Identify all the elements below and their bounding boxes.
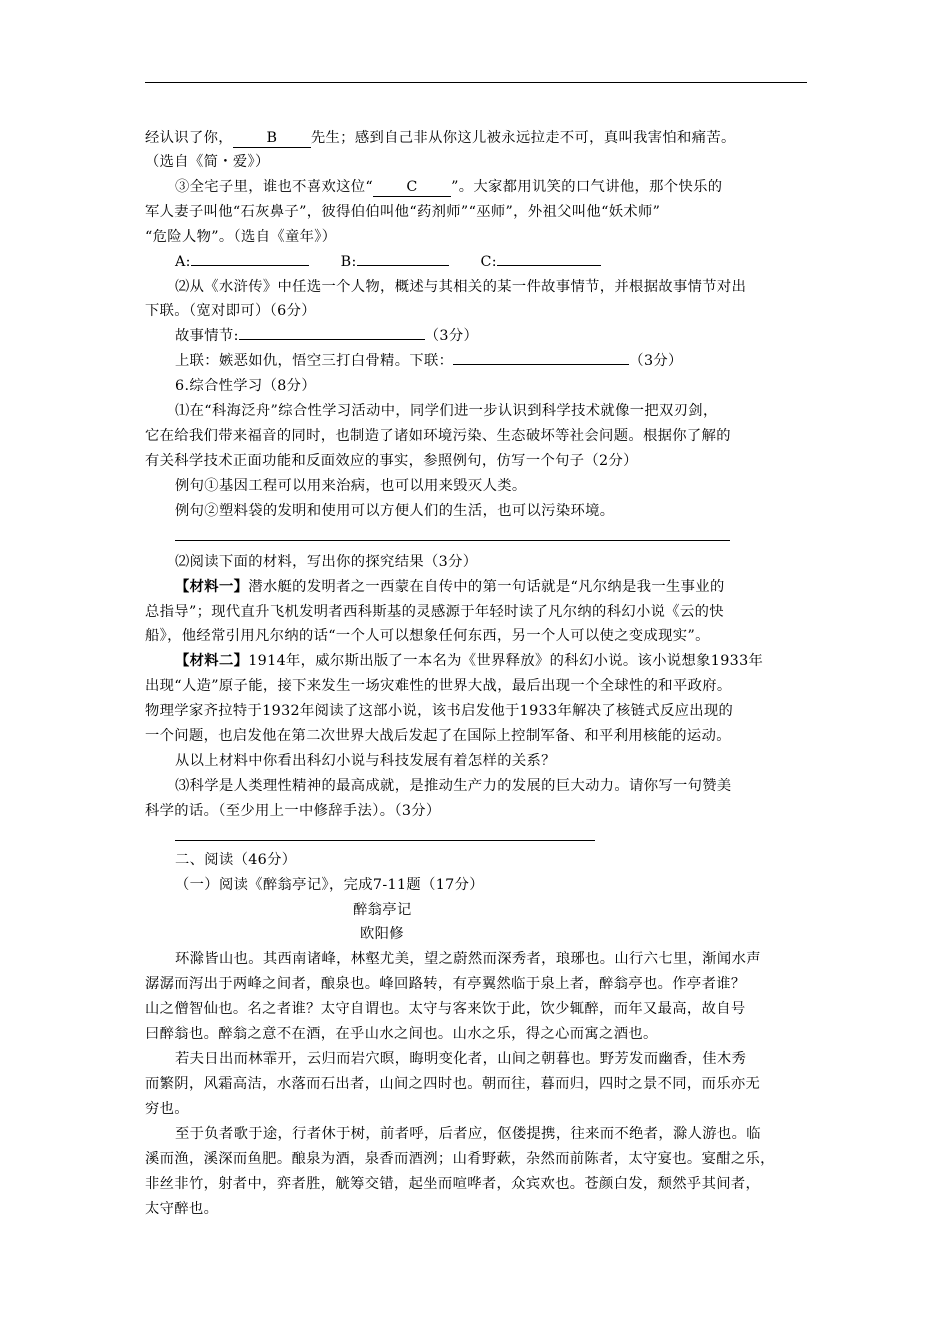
material-2-line-2: 出现“人造”原子能，接下来发生一场灾难性的世界大战，最后出现一个全球性的和平政府。 bbox=[145, 678, 732, 694]
q6-p2-title: ⑵阅读下面的材料，写出你的探究结果（3分） bbox=[175, 554, 478, 570]
answer-blank-c[interactable]: C bbox=[373, 178, 451, 197]
q5-2-line-1: ⑵从《水浒传》中任选一个人物，概述与其相关的某一件故事情节，并根据故事情节对出 bbox=[175, 279, 747, 295]
q5-line-2: （选自《简・爱》） bbox=[145, 154, 270, 170]
text: 1914年，威尔斯出版了一本名为《世界释放》的科幻小说。该小说想象1933年 bbox=[248, 653, 764, 669]
plot-field[interactable] bbox=[239, 339, 425, 340]
plot-label: 故事情节: bbox=[175, 328, 239, 344]
couplet-field[interactable] bbox=[453, 364, 629, 365]
q6-p3-line-1: ⑶科学是人类理性精神的最高成就，是推动生产力的发展的巨大动力。请你写一句赞美 bbox=[175, 778, 732, 794]
answer-a-label: A: bbox=[175, 254, 191, 270]
q5-line-1 bbox=[145, 126, 736, 150]
q6-p1-line-1: ⑴在“科海泛舟”综合性学习活动中，同学们进一步认识到科学技术就像一把双刃剑， bbox=[175, 403, 718, 419]
essay-line-10: 非丝非竹，射者中，弈者胜，觥筹交错，起坐而喧哗者，众宾欢也。苍颜白发，颓然乎其间者， bbox=[145, 1176, 761, 1192]
material-1-line-3: 船》，他经常引用凡尔纳的话“一个人可以想象任何东西，另一个人可以使之变成现实”。 bbox=[145, 628, 710, 644]
q6-p3-line-2: 科学的话。（至少用上一中修辞手法）。（3分） bbox=[145, 803, 441, 819]
essay-line-6: 而繁阴，风霜高洁，水落而石出者，山间之四时也。朝而往，暮而归，四时之景不同，而乐亦无 bbox=[145, 1076, 761, 1092]
answer-row bbox=[175, 250, 601, 274]
essay-line-4: 曰醉翁也。醉翁之意不在酒，在乎山水之间也。山水之乐，得之心而寓之酒也。 bbox=[145, 1026, 658, 1042]
essay-line-2: 潺潺而泻出于两峰之间者，酿泉也。峰回路转，有亭翼然临于泉上者，醉翁亭也。作亭者谁？ bbox=[145, 976, 746, 992]
answer-line-1[interactable] bbox=[175, 540, 730, 541]
answer-b-field[interactable] bbox=[357, 265, 449, 266]
material-1-line-2: 总指导”；现代直升飞机发明者西科斯基的灵感源于年轻时读了凡尔纳的科幻小说《云的快 bbox=[145, 604, 724, 620]
text: 经认识了你， bbox=[145, 130, 233, 146]
text: ”。大家都用讥笑的口气讲他，那个快乐的 bbox=[451, 179, 723, 195]
material-2-tag: 【材料二】 bbox=[175, 653, 249, 669]
essay-line-7: 穷也。 bbox=[145, 1101, 189, 1117]
essay-line-11: 太守醉也。 bbox=[145, 1201, 219, 1217]
section-heading: 二、阅读（46分） bbox=[175, 852, 297, 868]
answer-line-2[interactable] bbox=[175, 840, 595, 841]
text: 先生；感到自己非从你这儿被永远拉走不可，真叫我害怕和痛苦。 bbox=[310, 130, 736, 146]
essay-line-5: 若夫日出而林霏开，云归而岩穴暝，晦明变化者，山间之朝暮也。野芳发而幽香，佳木秀 bbox=[175, 1051, 747, 1067]
answer-blank-b[interactable]: B bbox=[233, 129, 311, 148]
q6-title: 6.综合性学习（8分） bbox=[175, 378, 316, 394]
answer-c-field[interactable] bbox=[497, 265, 601, 266]
essay-line-1: 环滁皆山也。其西南诸峰，林壑尤美，望之蔚然而深秀者，琅琊也。山行六七里，渐闻水声 bbox=[175, 951, 761, 967]
q5-2-line-2: 下联。（宽对即可）（6分） bbox=[145, 303, 316, 319]
essay-author: 欧阳修 bbox=[360, 926, 404, 942]
plot-score: （3分） bbox=[424, 328, 479, 344]
example-2: 例句②塑料袋的发明和使用可以方便人们的生活，也可以污染环境。 bbox=[175, 503, 615, 519]
q5-line-4: 军人妻子叫他“石灰鼻子”，彼得伯伯叫他“药剂师”“巫师”，外祖父叫他“妖术师” bbox=[145, 204, 661, 220]
material-2-line-1 bbox=[175, 649, 763, 673]
text: ③全宅子里，谁也不喜欢这位“ bbox=[175, 179, 374, 195]
q5-line-5: “危险人物”。（选自《童年》） bbox=[145, 229, 337, 245]
essay-line-3: 山之僧智仙也。名之者谁？太守自谓也。太守与客来饮于此，饮少辄醉，而年又最高，故自号 bbox=[145, 1001, 746, 1017]
couplet-score: （3分） bbox=[629, 353, 683, 369]
essay-line-9: 溪而渔，溪深而鱼肥。酿泉为酒，泉香而酒洌；山肴野蔌，杂然而前陈者，太守宴也。宴酣之乐， bbox=[145, 1151, 775, 1167]
text: 潜水艇的发明者之一西蒙在自传中的第一句话就是“凡尔纳是我一生事业的 bbox=[248, 579, 725, 595]
material-2-line-4: 一个问题，也启发他在第二次世界大战后发起了在国际上控制军备、和平利用核能的运动。 bbox=[145, 728, 731, 744]
q6-p1-line-3: 有关科学技术正面功能和反面效应的事实，参照例句，仿写一个句子（2分） bbox=[145, 453, 638, 469]
answer-c-label: C: bbox=[480, 254, 497, 270]
answer-b-label: B: bbox=[340, 254, 357, 270]
q5-line-3 bbox=[175, 175, 722, 199]
subsection-heading: （一）阅读《醉翁亭记》，完成7-11题（17分） bbox=[175, 877, 484, 893]
material-2-line-3: 物理学家齐拉特于1932年阅读了这部小说，该书启发他于1933年解决了核链式反应出现的 bbox=[145, 703, 734, 719]
plot-row bbox=[175, 324, 478, 348]
material-1-tag: 【材料一】 bbox=[175, 579, 249, 595]
essay-title: 醉翁亭记 bbox=[353, 902, 412, 918]
material-question: 从以上材料中你看出科幻小说与科技发展有着怎样的关系？ bbox=[175, 753, 556, 769]
answer-a-field[interactable] bbox=[191, 265, 309, 266]
material-1-line-1 bbox=[175, 575, 725, 599]
couplet-text: 上联：嫉恶如仇，悟空三打白骨精。下联： bbox=[175, 353, 454, 369]
couplet-row bbox=[175, 349, 683, 373]
q6-p1-line-2: 它在给我们带来福音的同时，也制造了诸如环境污染、生态破坏等社会问题。根据你了解的 bbox=[145, 428, 731, 444]
example-1: 例句①基因工程可以用来治病，也可以用来毁灭人类。 bbox=[175, 478, 527, 494]
essay-line-8: 至于负者歌于途，行者休于树，前者呼，后者应，伛偻提携，往来而不绝者，滁人游也。临 bbox=[175, 1126, 761, 1142]
header-rule bbox=[145, 82, 807, 83]
